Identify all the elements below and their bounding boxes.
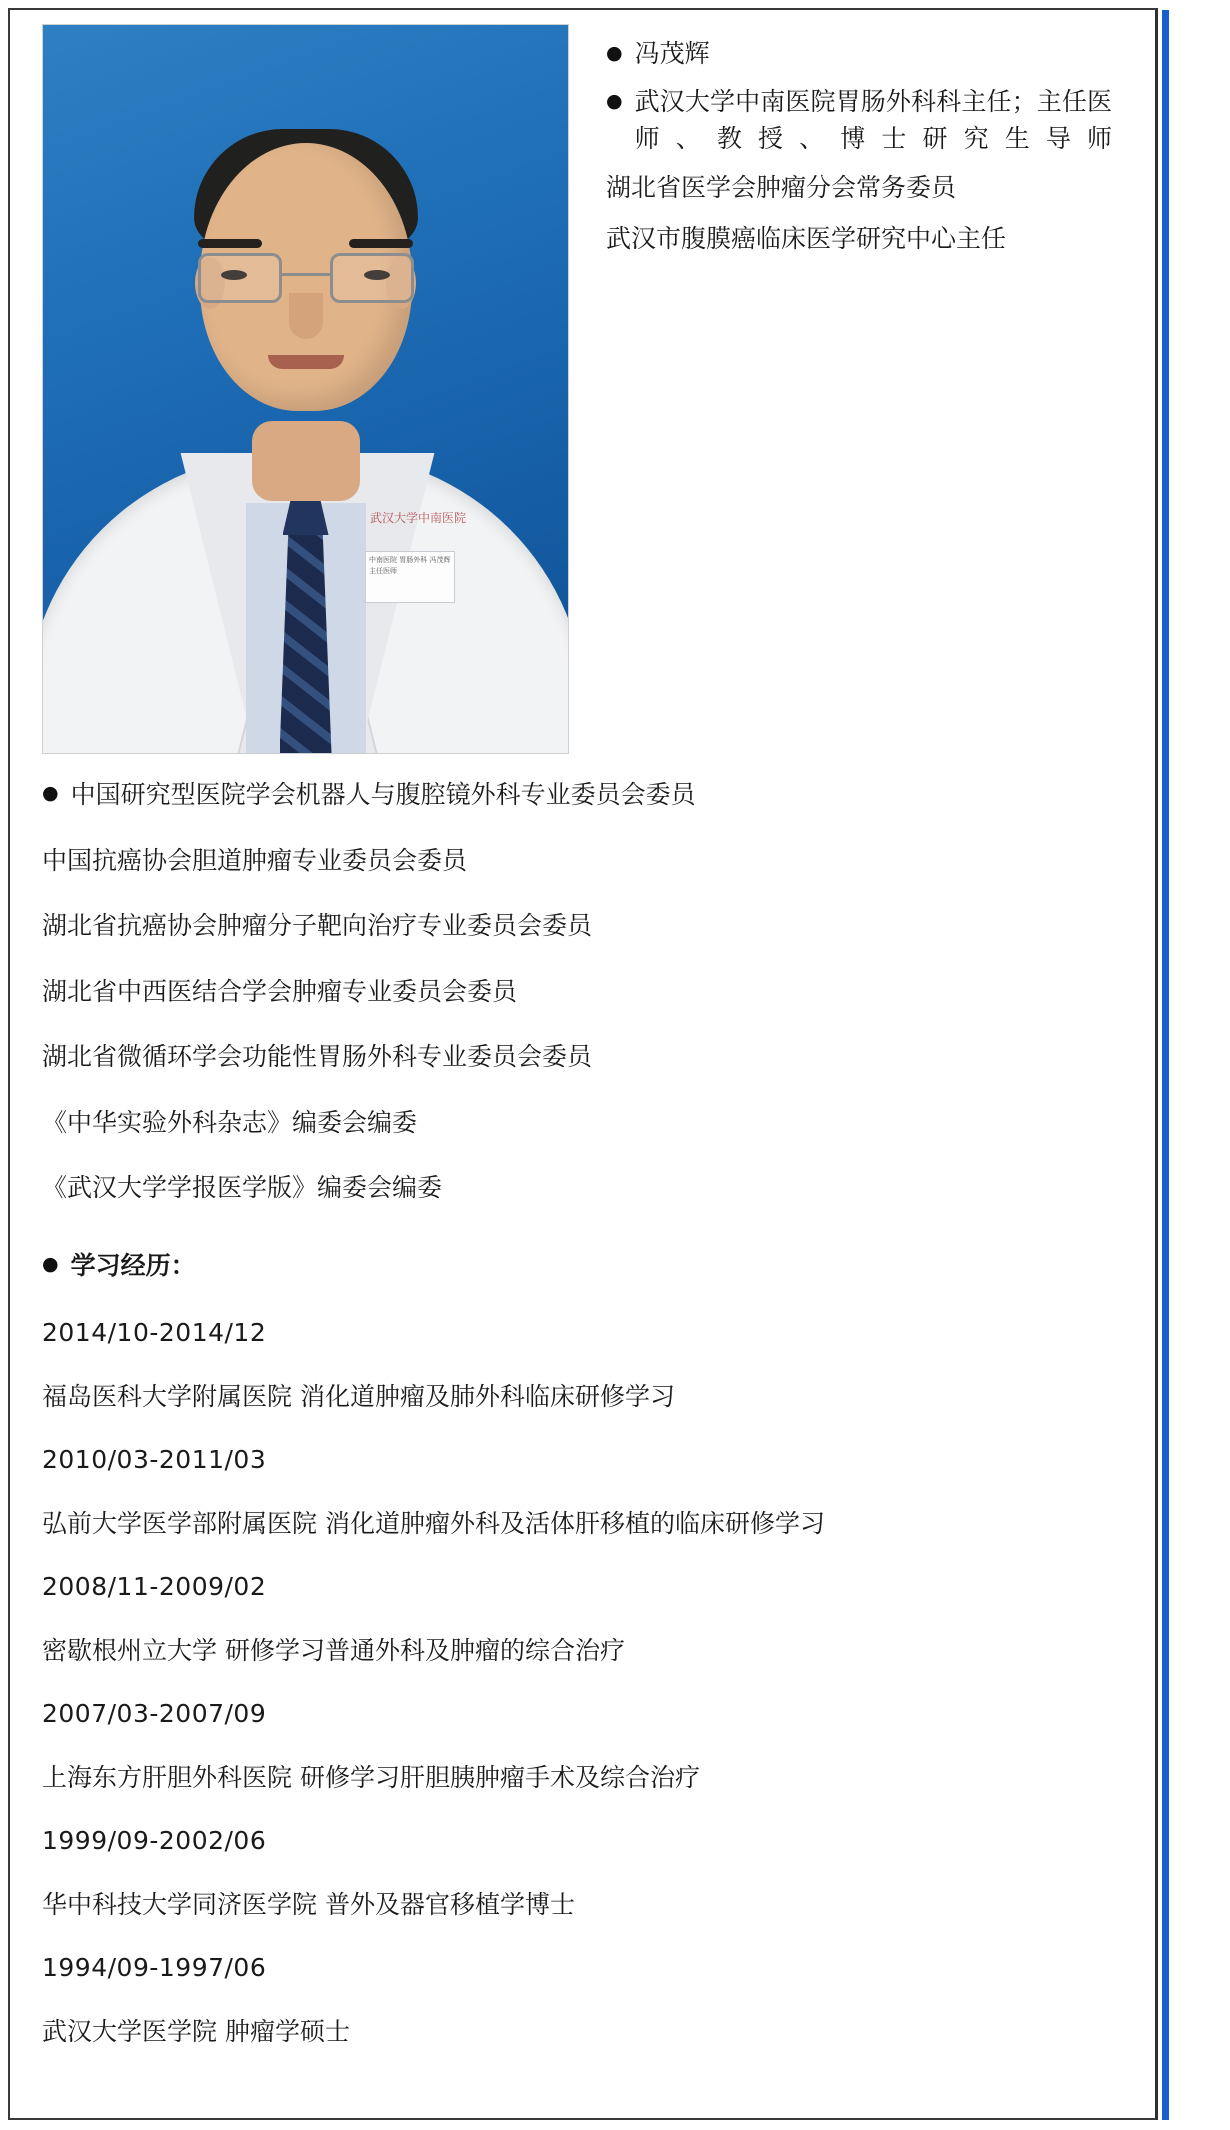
portrait-container [42,24,572,754]
education-date: 2014/10-2014/12 [42,1318,267,1347]
education-desc: 武汉大学医学院 肿瘤学硕士 [42,2016,350,2046]
education-date: 2007/03-2007/09 [42,1699,267,1728]
list-item [42,1038,1112,1076]
education-desc: 密歇根州立大学 研修学习普通外科及肿瘤的综合治疗 [42,1635,625,1665]
profile-extra-line-2: 武汉市腹膜癌临床医学研究中心主任 [606,224,1007,254]
list-item [42,842,1112,880]
bullet-icon: ● [606,42,623,64]
profile-title-row [606,84,1112,157]
education-date: 2008/11-2009/02 [42,1572,267,1601]
bullet-icon: ● [606,90,623,113]
appointment-text: 中国抗癌协会胆道肿瘤专业委员会委员 [42,845,468,875]
portrait-glasses-bridge [281,273,331,276]
list-item [42,1104,1112,1142]
education-date: 1999/09-2002/06 [42,1826,267,1855]
portrait-lens-left [198,253,282,303]
profile-summary [572,24,1112,272]
list-item [42,973,1112,1011]
portrait-brow-left [198,239,262,248]
appointment-text: 《武汉大学学报医学版》编委会编委 [42,1173,443,1202]
education-heading-label: 学习经历： [70,1250,196,1280]
education-desc: 福岛医科大学附属医院 消化道肿瘤及肺外科临床研修学习 [42,1381,675,1411]
appointment-text: 湖北省中西医结合学会肿瘤专业委员会委员 [42,976,518,1006]
profile-name-row [606,36,1112,72]
bullet-icon: ● [42,782,59,804]
appointment-text: 《中华实验外科杂志》编委会编委 [42,1107,418,1137]
profile-extra-line-1: 湖北省医学会肿瘤分会常务委员 [606,172,957,202]
appointment-text: 湖北省抗癌协会肿瘤分子靶向治疗专业委员会委员 [42,911,593,940]
appointment-text: 湖北省微循环学会功能性胃肠外科专业委员会委员 [42,1042,593,1071]
education-heading [42,1247,1112,1285]
portrait-photo [42,24,569,754]
profile-header [42,24,1112,754]
education-date: 1994/09-1997/06 [42,1953,267,1982]
list-item [42,1169,1112,1207]
portrait-mouth [268,355,344,369]
education-date: 2010/03-2011/03 [42,1445,267,1474]
list-item [42,776,1112,814]
portrait-lens-right [330,253,414,303]
portrait-brow-right [349,239,413,248]
accent-bar [1162,10,1169,2120]
education-desc: 华中科技大学同济医学院 普外及器官移植学博士 [42,1889,575,1919]
appointments-list [42,776,1112,2050]
list-item [42,907,1112,945]
id-badge: 中南医院 胃肠外科 冯茂辉 主任医师 [365,551,455,603]
document-content [42,24,1112,2076]
portrait-nose [289,293,323,339]
doctor-name: 冯茂辉 [634,39,710,68]
portrait-neck [252,421,360,501]
education-desc: 上海东方肝胆外科医院 研修学习肝胆胰肿瘤手术及综合治疗 [42,1762,700,1792]
bullet-icon: ● [42,1252,59,1275]
appointment-text: 中国研究型医院学会机器人与腹腔镜外科专业委员会委员 [70,780,696,809]
hospital-logo: 武汉大学中南医院 [369,511,466,525]
education-desc: 弘前大学医学部附属医院 消化道肿瘤外科及活体肝移植的临床研修学习 [42,1508,825,1538]
doctor-title: 武汉大学中南医院胃肠外科科主任；主任医师、教授、博士研究生导师 [634,87,1112,153]
